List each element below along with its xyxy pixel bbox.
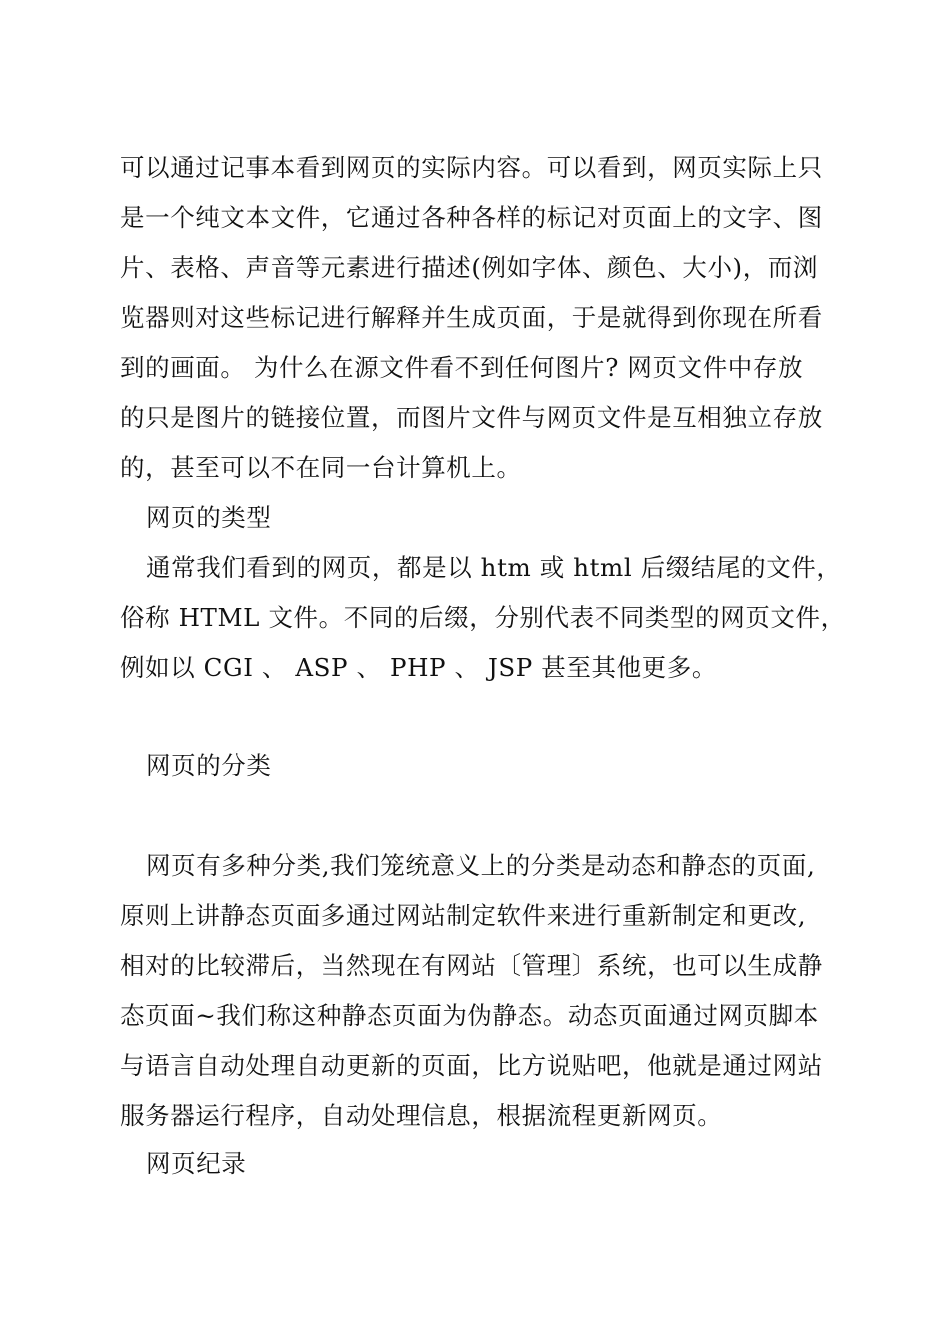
paragraph-3-line-1: 网页有多种分类,我们笼统意义上的分类是动态和静态的页面, bbox=[146, 851, 816, 880]
paragraph-3-line-6: 服务器运行程序，自动处理信息，根据流程更新网页。 bbox=[120, 1101, 723, 1130]
paragraph-1-line-4: 览器则对这些标记进行解释并生成页面，于是就得到你现在所看 bbox=[120, 303, 823, 332]
paragraph-3-line-5: 与语言自动处理自动更新的页面，比方说贴吧，他就是通过网站 bbox=[120, 1051, 823, 1080]
paragraph-1-line-3: 片、表格、声音等元素进行描述(例如字体、颜色、大小)，而浏 bbox=[120, 253, 819, 282]
paragraph-3-line-2: 原则上讲静态页面多通过网站制定软件来进行重新制定和更改, bbox=[120, 901, 807, 930]
section-heading-record: 网页纪录 bbox=[146, 1149, 247, 1178]
paragraph-1-line-2: 是一个纯文本文件，它通过各种各样的标记对页面上的文字、图 bbox=[120, 203, 823, 232]
paragraph-2-line-3: 例如以 CGI 、 ASP 、 PHP 、 JSP 甚至其他更多。 bbox=[120, 653, 717, 682]
paragraph-3-line-4: 态页面~我们称这种静态页面为伪静态。动态页面通过网页脚本 bbox=[120, 1001, 819, 1030]
paragraph-1-line-1: 可以通过记事本看到网页的实际内容。可以看到，网页实际上只 bbox=[120, 153, 823, 182]
paragraph-1-line-5: 到的画面。 为什么在源文件看不到任何图片? 网页文件中存放 bbox=[120, 353, 804, 382]
paragraph-1-line-6: 的只是图片的链接位置，而图片文件与网页文件是互相独立存放 bbox=[120, 403, 823, 432]
section-heading-categories: 网页的分类 bbox=[146, 751, 272, 780]
paragraph-3-line-3: 相对的比较滞后，当然现在有网站〔管理〕系统，也可以生成静 bbox=[120, 951, 823, 980]
paragraph-2-line-2: 俗称 HTML 文件。不同的后缀，分别代表不同类型的网页文件， bbox=[120, 603, 846, 632]
paragraph-2-line-1: 通常我们看到的网页，都是以 htm 或 html 后缀结尾的文件， bbox=[146, 553, 842, 582]
section-heading-types: 网页的类型 bbox=[146, 503, 272, 532]
paragraph-1-line-7: 的，甚至可以不在同一台计算机上。 bbox=[120, 453, 522, 482]
